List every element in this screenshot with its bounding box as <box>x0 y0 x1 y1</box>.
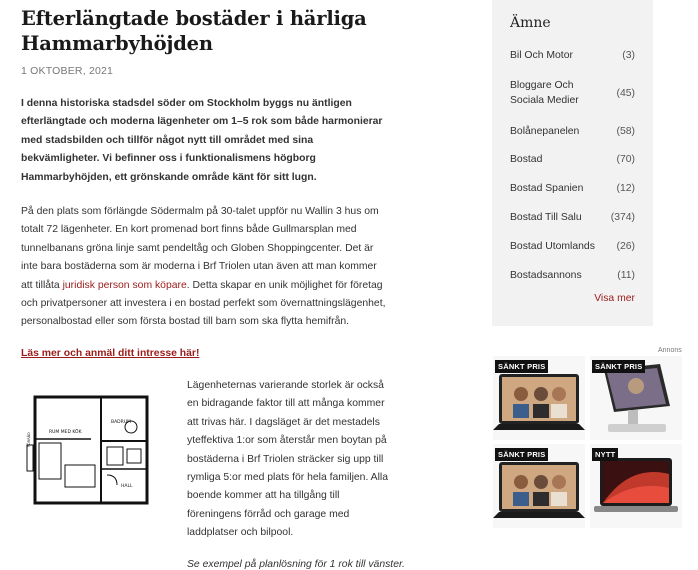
sidebar-item-label: Bil Och Motor <box>510 49 573 61</box>
plan-label-storage: FÖRRÅD <box>27 432 31 447</box>
sidebar-item-label: Bloggare Och Sociala Medier <box>510 80 579 106</box>
ad-badge: NYTT <box>592 448 618 461</box>
ads-label: Annons <box>658 347 682 354</box>
ad-item-tablet-1[interactable] <box>493 356 585 440</box>
sidebar-item-label: Bostadsannons <box>510 270 582 281</box>
ad-item-laptop[interactable] <box>590 444 682 528</box>
article-paragraph <box>21 203 389 332</box>
sidebar-item-count: (58) <box>616 125 635 137</box>
floorplan-text: Lägenheternas varierande storlek är också en bidragande faktor till att många kommer att trivas här. I dagsläget är det mestadels yteffektiva 1:or som återstår men boytan på bostäderna i Brf Triolen sträcker sig upp till rymliga 5:or med plats för hela familjen. Alla boende kommer att ha tillgång till föreningens förråd och garage med laddplatser och bilpool. <box>187 379 388 539</box>
sidebar-item-count: (26) <box>616 241 635 252</box>
sidebar-item-count: (70) <box>616 154 635 165</box>
sidebar-item-count: (374) <box>610 212 635 223</box>
sidebar-item-label: Bostad <box>510 154 543 165</box>
floorplan-image <box>21 391 161 516</box>
ad-item-tablet-2[interactable] <box>590 356 682 440</box>
article <box>21 0 405 570</box>
sidebar-item-label: Bolånepanelen <box>510 125 580 137</box>
sidebar-item-label: Bostad Till Salu <box>510 212 582 223</box>
paragraph-text-cont: . Detta skapar en unik möjlighet för företag och privatpersoner att investera i en bostad perfekt som övernattningslägenhet, personalbostad eller som första bostad till barn som ska flytta hemifrån. <box>21 279 386 328</box>
paragraph-text: På den plats som förlängde Södermalm på 30-talet uppför nu Wallin 3 hus om totalt 72 lägenheter. En kort promenad bort finns både Gullmarsplan med tunnelbanans gröna linje samt pendeltåg och Globen Shoppingcenter. Det är inte bara bostäderna som är moderna i Brf Triolen utan även att man kommer att tillåta <box>21 206 379 291</box>
ad-badge: SÄNKT PRIS <box>495 360 548 373</box>
floorplan-caption: Se exempel på planlösning för 1 rok till vänster. <box>187 558 405 570</box>
plan-label-bath: BADRUM <box>111 419 131 425</box>
ad-badge: SÄNKT PRIS <box>495 448 548 461</box>
topic-list <box>492 43 653 290</box>
sidebar-item-count: (11) <box>617 270 635 281</box>
sidebar-item-bloggare[interactable] <box>492 71 653 115</box>
sidebar-title: Ämne <box>510 15 551 31</box>
interest-link[interactable]: Läs mer och anmäl ditt intresse här! <box>21 347 200 359</box>
sidebar-item-label: Bostad Spanien <box>510 183 584 194</box>
sidebar-item-bostadsannons[interactable] <box>492 261 653 290</box>
sidebar-item-bolanepanelen[interactable] <box>492 117 653 145</box>
article-title: Efterlängtade bostäder i härliga Hammarbyhöjden <box>21 7 367 55</box>
plan-label-hall: HALL <box>121 483 133 489</box>
topic-sidebar <box>492 0 653 326</box>
sidebar-item-bostad-spanien[interactable] <box>492 174 653 203</box>
floorplan-section <box>21 381 389 543</box>
sidebar-item-count: (3) <box>622 49 635 61</box>
ad-item-tablet-3[interactable] <box>493 444 585 528</box>
plan-label-kitchen: RUM MED KÖK <box>49 429 82 435</box>
juridisk-person-link[interactable]: juridisk person som köpare <box>62 279 187 291</box>
sidebar-item-count: (45) <box>616 87 635 99</box>
sidebar-item-bil-och-motor[interactable] <box>492 43 653 67</box>
article-date: 1 OKTOBER, 2021 <box>21 65 114 77</box>
article-lead: I denna historiska stadsdel söder om Stockholm byggs nu äntligen efterlängtade och moderna lägenheter om 1–5 rok som både harmonierar med stadsbilden och tillför något nytt till området med sina bekvämligheter. Vi befinner oss i funktionalismens högborg Hammarbyhöjden, ett grönskande område känt för sitt lugn. <box>21 98 383 183</box>
sidebar-item-bostad-utomlands[interactable] <box>492 232 653 261</box>
sidebar-item-bostad-till-salu[interactable] <box>492 203 653 232</box>
ad-badge: SÄNKT PRIS <box>592 360 645 373</box>
sidebar-item-label: Bostad Utomlands <box>510 241 595 252</box>
sidebar-item-bostad[interactable] <box>492 145 653 174</box>
sidebar-item-count: (12) <box>616 183 635 194</box>
show-more-link[interactable]: Visa mer <box>594 293 635 304</box>
